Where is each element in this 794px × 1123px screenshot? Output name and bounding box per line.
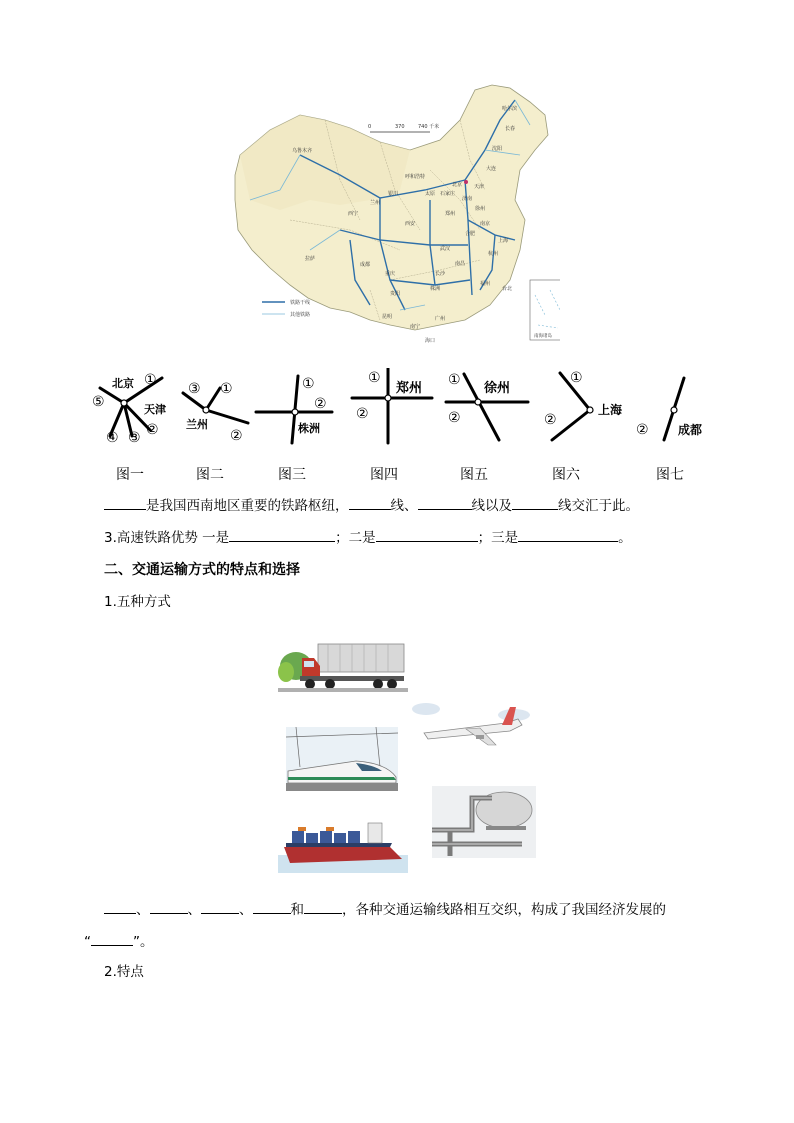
figure-label: 图四 — [370, 467, 398, 483]
hub-diagram-shanghai — [542, 368, 632, 448]
map-scale — [368, 123, 439, 132]
figure-label: 图七 — [656, 467, 684, 483]
south-china-sea-inset — [530, 280, 560, 340]
hub-diagram-zhuzhou — [254, 368, 334, 448]
answer-blank[interactable] — [104, 899, 136, 914]
svg-text:铁路干线: 铁路干线 — [290, 300, 311, 306]
svg-text:0: 0 — [368, 124, 372, 130]
beijing-marker — [464, 180, 468, 184]
svg-text:740 千米: 740 千米 — [418, 124, 440, 130]
figure-label: 图三 — [278, 467, 306, 483]
svg-text:长春: 长春 — [505, 126, 516, 132]
svg-text:②: ② — [314, 396, 327, 412]
svg-text:③: ③ — [188, 381, 201, 397]
svg-text:台北: 台北 — [502, 286, 513, 292]
hub-diagram-xuzhou — [444, 368, 532, 448]
svg-text:③: ③ — [128, 430, 141, 446]
high-speed-train-image — [286, 727, 398, 791]
svg-text:兰州: 兰州 — [186, 418, 208, 431]
svg-text:⑤: ⑤ — [92, 394, 105, 410]
answer-blank[interactable] — [376, 527, 478, 542]
svg-text:天津: 天津 — [474, 184, 485, 190]
svg-text:昆明: 昆明 — [382, 314, 393, 320]
svg-text:北京: 北京 — [452, 182, 463, 188]
svg-text:②: ② — [146, 422, 159, 438]
question-five-modes: 、 、 、 和 ，各种交通运输线路相互交织，构成了我国经济发展的 — [104, 899, 666, 920]
answer-blank[interactable] — [253, 899, 291, 914]
svg-text:郑州: 郑州 — [396, 381, 423, 396]
svg-text:杭州: 杭州 — [488, 251, 499, 257]
svg-text:其他铁路: 其他铁路 — [290, 312, 311, 318]
svg-text:株洲: 株洲 — [430, 286, 441, 292]
svg-text:哈尔滨: 哈尔滨 — [502, 106, 518, 112]
svg-text:370: 370 — [395, 124, 405, 130]
svg-text:广州: 广州 — [435, 316, 446, 322]
svg-text:南京: 南京 — [480, 221, 491, 227]
svg-text:郑州: 郑州 — [445, 211, 456, 217]
truck-image — [278, 636, 408, 692]
svg-text:徐州: 徐州 — [484, 381, 511, 396]
answer-blank[interactable] — [150, 899, 188, 914]
answer-blank[interactable] — [518, 527, 618, 542]
question-chengdu-hub: 是我国西南地区重要的铁路枢纽， 线、 线以及 线交汇于此。 — [104, 495, 639, 516]
answer-blank[interactable] — [304, 899, 342, 914]
svg-text:①: ① — [448, 372, 461, 388]
svg-text:①: ① — [302, 376, 315, 392]
answer-blank[interactable] — [418, 495, 472, 510]
figure-label: 图五 — [460, 467, 488, 483]
svg-text:银川: 银川 — [388, 191, 399, 197]
figure-label: 图六 — [552, 467, 580, 483]
svg-text:大连: 大连 — [486, 166, 497, 172]
svg-text:①: ① — [220, 381, 233, 397]
svg-text:②: ② — [544, 412, 557, 428]
answer-blank[interactable] — [104, 495, 146, 510]
svg-text:①: ① — [570, 370, 583, 386]
svg-text:④: ④ — [106, 430, 119, 446]
svg-text:兰州: 兰州 — [370, 200, 381, 206]
svg-text:南昌: 南昌 — [455, 261, 466, 267]
svg-text:南宁: 南宁 — [410, 324, 421, 330]
svg-text:福州: 福州 — [480, 281, 491, 287]
answer-blank[interactable] — [512, 495, 558, 510]
airplane-image — [406, 697, 538, 753]
answer-blank[interactable] — [349, 495, 391, 510]
svg-text:西宁: 西宁 — [348, 211, 359, 217]
svg-text:乌鲁木齐: 乌鲁木齐 — [292, 148, 313, 154]
svg-text:成都: 成都 — [678, 423, 703, 437]
svg-text:济南: 济南 — [462, 196, 473, 202]
svg-text:徐州: 徐州 — [475, 206, 486, 212]
svg-text:成都: 成都 — [360, 262, 371, 268]
china-railway-map — [230, 80, 560, 350]
svg-text:重庆: 重庆 — [385, 271, 396, 277]
section-heading: 二、交通运输方式的特点和选择 — [104, 562, 300, 578]
answer-blank[interactable] — [229, 527, 335, 542]
question-high-speed-rail: 3.高速铁路优势 一是 ；二是 ；三是 。 — [104, 527, 632, 548]
svg-text:海口: 海口 — [425, 338, 436, 344]
svg-text:上海: 上海 — [498, 238, 509, 244]
hub-diagram-chengdu — [634, 368, 714, 448]
answer-blank[interactable] — [91, 931, 133, 946]
subheading: 1.五种方式 — [104, 594, 171, 610]
svg-text:株洲: 株洲 — [298, 422, 320, 435]
svg-text:武汉: 武汉 — [440, 246, 451, 252]
svg-text:②: ② — [448, 410, 461, 426]
container-ship-image — [278, 817, 408, 873]
figure-label: 图一 — [116, 467, 144, 483]
svg-text:长沙: 长沙 — [435, 271, 446, 277]
figure-label: 图二 — [196, 467, 224, 483]
map-legend — [262, 299, 310, 318]
svg-text:沈阳: 沈阳 — [492, 146, 503, 152]
svg-text:石家庄: 石家庄 — [440, 191, 456, 197]
svg-text:呼和浩特: 呼和浩特 — [405, 174, 426, 180]
svg-text:合肥: 合肥 — [465, 231, 476, 237]
hub-diagram-lanzhou — [178, 368, 253, 448]
hub-diagram-beijing — [92, 368, 172, 448]
answer-blank[interactable] — [201, 899, 239, 914]
question-five-modes-cont: “ ”。 — [84, 931, 154, 952]
svg-text:②: ② — [230, 428, 243, 444]
svg-text:②: ② — [636, 422, 649, 438]
svg-text:②: ② — [356, 406, 369, 422]
svg-text:贵阳: 贵阳 — [390, 291, 401, 297]
svg-text:西安: 西安 — [405, 221, 416, 227]
svg-text:北京: 北京 — [112, 377, 134, 390]
svg-text:太原: 太原 — [425, 191, 436, 197]
svg-text:天津: 天津 — [144, 403, 166, 416]
svg-text:①: ① — [144, 372, 157, 388]
svg-text:上海: 上海 — [598, 403, 623, 417]
hub-diagram-zhengzhou — [350, 368, 435, 448]
subheading: 2.特点 — [104, 964, 144, 980]
svg-text:拉萨: 拉萨 — [305, 256, 316, 262]
svg-text:①: ① — [368, 370, 381, 386]
svg-text:南海诸岛: 南海诸岛 — [534, 334, 552, 339]
pipeline-image — [432, 786, 536, 858]
